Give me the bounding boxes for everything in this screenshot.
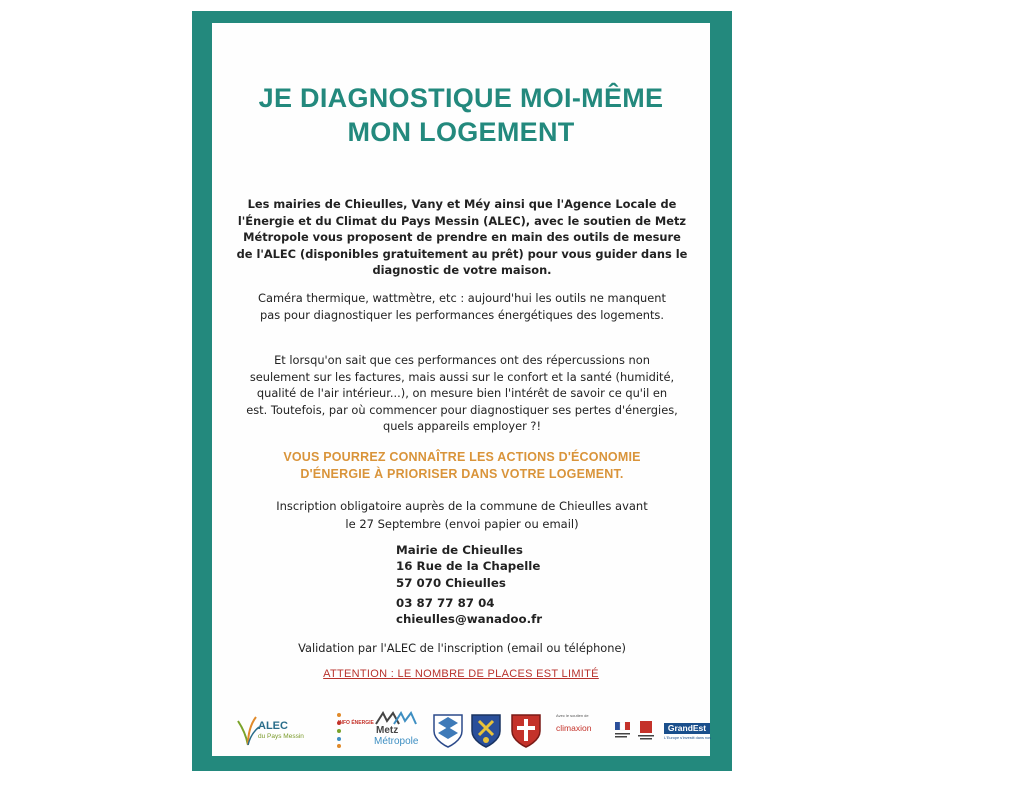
info-energie-logo bbox=[334, 711, 374, 749]
page-title bbox=[212, 81, 710, 149]
address-name: Mairie de Chieulles bbox=[396, 543, 523, 557]
inscription-info: Inscription obligatoire auprès de la commune de Chieulles avant le 27 Septembre (envoi papier ou email) bbox=[276, 499, 648, 531]
flyer-frame bbox=[192, 11, 732, 771]
intro-paragraph: Les mairies de Chieulles, Vany et Méy ainsi que l'Agence Locale de l'Énergie et du Climat du Pays Messin (ALEC), avec le soutien de Metz Métropole vous proposent de prendre en main des outils de mesure de l'ALEC (disponibles gratuitement au prêt) pour vous guider dans le diagnostic de votre maison. bbox=[236, 197, 688, 277]
marianne-icon bbox=[615, 722, 631, 740]
title-line-1: JE DIAGNOSTIQUE MOI-MÊME bbox=[258, 83, 664, 113]
shield-icon bbox=[470, 713, 502, 749]
validation-note: Validation par l'ALEC de l'inscription (email ou téléphone) bbox=[298, 641, 626, 655]
contact-email: chieulles@wanadoo.fr bbox=[396, 612, 543, 627]
partner-logos bbox=[212, 707, 710, 753]
info-energie-text: INFO ÉNERGIE bbox=[338, 720, 374, 726]
shield-icon bbox=[510, 713, 542, 749]
attention-notice bbox=[212, 668, 710, 680]
grand-est-logo bbox=[664, 723, 710, 745]
contact-address bbox=[396, 542, 542, 627]
mey-coat-of-arms bbox=[510, 713, 542, 749]
alec-leaf-icon bbox=[236, 715, 260, 747]
metz-m-icon bbox=[374, 711, 418, 725]
chieulles-coat-of-arms bbox=[432, 713, 464, 749]
climaxion-support-text: Avec le soutien de bbox=[556, 713, 589, 718]
highlight-line-2: D'ÉNERGIE À PRIORISER DANS VOTRE LOGEMENT. bbox=[300, 467, 624, 481]
performance-paragraph: Et lorsqu'on sait que ces performances ont des répercussions non seulement sur les factures, mais aussi sur le confort et la santé (humidité, qualité de l'air intérieur...), on mesure bien l'intérêt de savoir ce qu'il en est. Toutefois, par où commencer pour diagnostiquer ses pertes d'énergies, quels appareils employer ?! bbox=[246, 353, 678, 433]
tools-paragraph: Caméra thermique, wattmètre, etc : aujourd'hui les outils ne manquent pas pour diagnostiquer les performances énergétiques des logements. bbox=[258, 291, 666, 322]
climaxion-text: climaxion bbox=[556, 723, 592, 733]
climaxion-logo bbox=[556, 713, 604, 745]
address-city: 57 070 Chieulles bbox=[396, 575, 506, 590]
alec-logo-subtext: du Pays Messin bbox=[258, 733, 304, 740]
info-energie-icon bbox=[334, 711, 344, 749]
grand-est-text: GrandEst bbox=[664, 723, 710, 734]
grand-est-tagline: L'Europe s'investit dans nos bbox=[664, 736, 712, 740]
metz-logo-line2: Métropole bbox=[374, 736, 419, 747]
shield-icon bbox=[432, 713, 464, 749]
contact-phone: 03 87 77 87 04 bbox=[396, 595, 495, 610]
flyer-content bbox=[212, 23, 710, 756]
title-line-2: MON LOGEMENT bbox=[347, 117, 575, 147]
highlight-line-1: VOUS POURREZ CONNAÎTRE LES ACTIONS D'ÉCONOMIE bbox=[283, 450, 641, 464]
address-street: 16 Rue de la Chapelle bbox=[396, 559, 541, 574]
department-icon bbox=[638, 721, 654, 741]
vany-coat-of-arms bbox=[470, 713, 502, 749]
metz-metropole-logo bbox=[374, 711, 432, 749]
alec-logo bbox=[236, 715, 322, 747]
attention-text: ATTENTION : LE NOMBRE DE PLACES EST LIMITÉ bbox=[323, 668, 599, 680]
highlight-callout bbox=[232, 449, 692, 483]
alec-logo-text: ALEC bbox=[258, 720, 288, 732]
metz-logo-line1: Metz bbox=[376, 725, 399, 736]
republique-francaise-logo bbox=[615, 722, 631, 740]
departement-logo bbox=[638, 721, 654, 741]
